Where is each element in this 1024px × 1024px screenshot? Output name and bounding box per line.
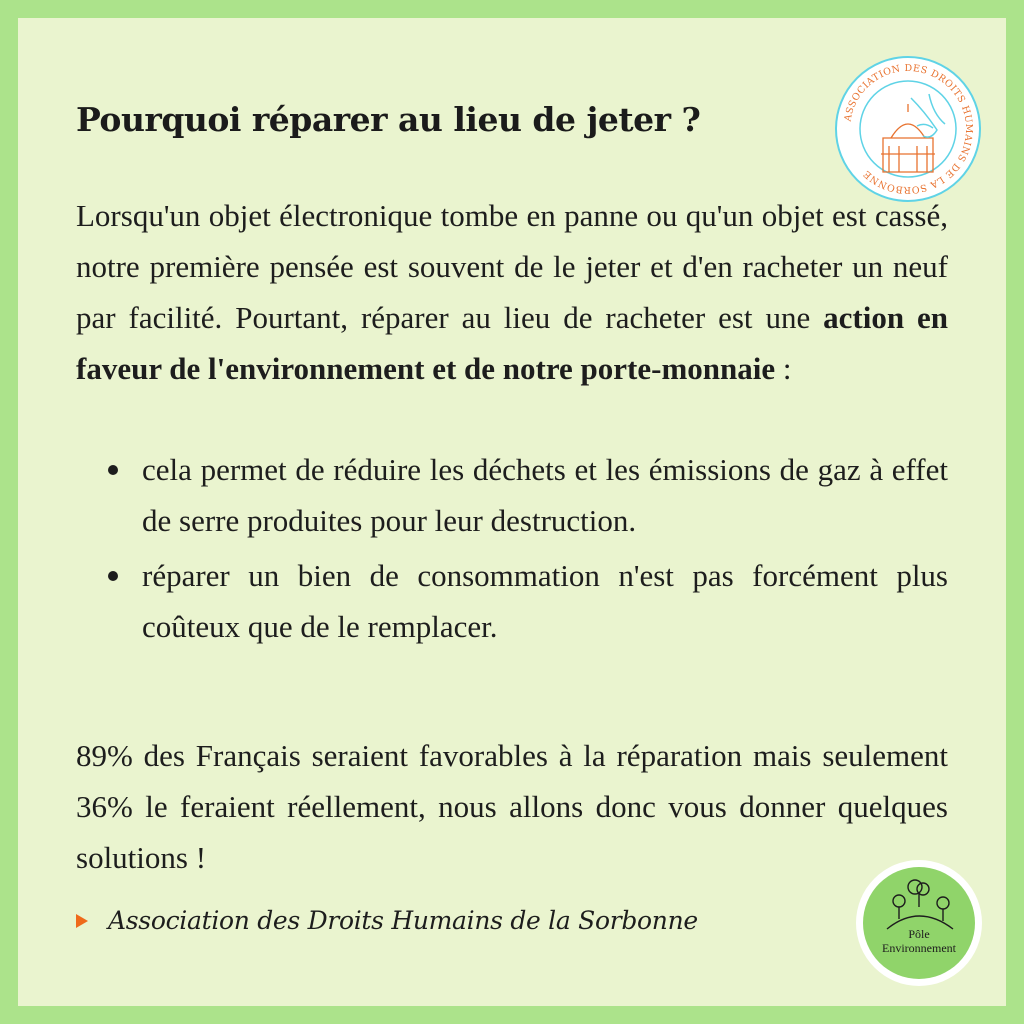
footer bbox=[76, 906, 698, 935]
intro-paragraph bbox=[76, 190, 948, 394]
reasons-list bbox=[100, 444, 948, 656]
badge-circle bbox=[863, 867, 975, 979]
stats-paragraph: 89% des Français seraient favorables à la réparation mais seulement 36% le feraient réellement, nous allons donc vous donner quelques solutions ! bbox=[76, 738, 948, 875]
pole-environnement-badge bbox=[856, 860, 982, 986]
intro-text-before: Lorsqu'un objet électronique tombe en panne ou qu'un objet est cassé, notre première pensée est souvent de le jeter et d'en racheter un neuf par facilité. Pourtant, réparer au lieu de racheter est une bbox=[76, 198, 948, 335]
list-item-text: cela permet de réduire les déchets et les émissions de gaz à effet de serre produites pour leur destruction. bbox=[142, 452, 948, 538]
bullet-icon bbox=[108, 571, 118, 581]
list-item bbox=[100, 550, 948, 652]
association-logo bbox=[833, 54, 983, 204]
bullet-icon bbox=[108, 465, 118, 475]
trees-icon bbox=[863, 867, 975, 979]
list-item-text: réparer un bien de consommation n'est pas forcément plus coûteux que de le remplacer. bbox=[142, 558, 948, 644]
page-title: Pourquoi réparer au lieu de jeter ? bbox=[76, 100, 701, 139]
footer-text: Association des Droits Humains de la Sorbonne bbox=[108, 906, 698, 935]
logo-ring-text: ASSOCIATION DES DROITS HUMAINS DE LA SORBONNE bbox=[842, 62, 975, 196]
intro-text-after: : bbox=[775, 351, 792, 386]
badge-label-line1: Pôle bbox=[908, 927, 930, 941]
intro-bold-phrase: action en faveur de l'environnement et de notre porte-monnaie bbox=[76, 300, 948, 386]
post-card bbox=[18, 18, 1006, 1006]
play-triangle-icon bbox=[76, 914, 88, 928]
badge-label-line2: Environnement bbox=[882, 941, 956, 955]
list-item bbox=[100, 444, 948, 546]
badge-label bbox=[863, 927, 975, 955]
